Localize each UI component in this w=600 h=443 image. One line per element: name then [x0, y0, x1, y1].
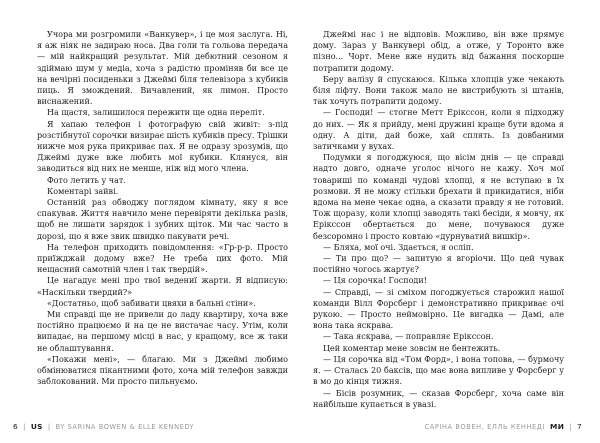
paragraph: На щастя, залишилося пережити ще одна переліт.	[47, 108, 265, 118]
paragraph: — Така яскрава, — поправляє Ерікссон.	[323, 332, 494, 342]
book-short-title: US	[30, 422, 43, 431]
paragraph: «Покажи мені», — благаю. Ми з Джеймі любимо обмінюватися пікантними фото, хоча мій телефон завжди заблокований. Ми просто пильнуємо.	[37, 354, 288, 387]
paragraph: Цей коментар мене зовсім не бентежить.	[323, 343, 501, 353]
paragraph: На телефон приходить повідомлення: «Гр-р-р. Просто приїжджай додому вже? Не треба цих фото. Мій нещасний самотній член і так твердій».	[37, 242, 288, 275]
paragraph: Беру валізу й спускаюся. Кілька хлопців уже чекають біля ліфту. Вони також мало не вистрибують зі штанів, так хочуть потрапити додому.	[313, 74, 564, 107]
left-page-footer	[13, 422, 194, 431]
page-number: 7	[576, 422, 582, 431]
book-short-title: МИ	[550, 422, 565, 431]
paragraph: — Ти про що? — запитую я вгоріочи. Що цей чувак постійно чогось жартує?	[313, 254, 564, 275]
paragraph: Подумки я погоджуюся, що вісім днів — це справді надто довго, одначе уголос нічого не кажу. Хоч мої товариші по команді чудові хлопці, я не вступаю в їх розмови. Я не можу стільки брехати й прикидатися, ніби вдома на мене чекає одна, а сказати правду я не готовий. Тож щоразу, коли хлопці заводять такі бесіди, я мовчу, як Ерікссон обертається до мене, почуваюся дуже безсоромно і просто ковтаю «дурнуватий вишкір».	[313, 153, 564, 241]
paragraph: Це нагадує мені про твої ведениї жарти. Я відписую: «Наскільки твердий?»	[37, 276, 288, 297]
paragraph: — Господи! — стогне Метт Ерікссон, коли я підходжу до них. — Як я прийду, мені дружині краще бути вдома я одну. А діти, дай боже, хай сплять. Із довбаними затичками у вухах.	[313, 108, 564, 152]
paragraph: Я хапаю телефон і фотографую свій живіт: з-під розстібнутої сорочки визирає шість кубиків пресу. Трішки нижче моя рука прикриває пах. Я не одразу зрозумів, що Джеймі дуже вже любить мої кубики. Клянуся, він заводиться від них не менше, ніж від мого члена.	[37, 119, 288, 174]
paragraph: Останній раз обводжу поглядом кімнату, яку я все спакував. Життя навчило мене перевіряти декілька разів, щоб не лишати зарядок і зубних щіток. Ми час часто в дорозі, що я вже звик швидко пакувати речі.	[37, 198, 288, 241]
right-page-footer	[425, 422, 582, 431]
paragraph: Коментарі зайві.	[47, 186, 119, 196]
footer-separator: |	[569, 422, 572, 431]
paragraph: Учора ми розгромили «Ванкувер», і це моя заслуга. Ні, я аж ніяк не задираю носа. Два голи та гольова передача — мій найкращий результат. Мій дебютний сезоном я здіймаю шум у медіа, хоча з радістю проміняв би все це на вечірні посиденьки з Джеймі біля телевізора з кубиків пиць. Я змождений. Вичавлений, як лимон. Просто виснажений.	[37, 30, 288, 107]
paragraph: «Достатньо, щоб забивати цвяхи в бальні стіни».	[47, 298, 256, 308]
book-authors: BY SARINA BOWEN & ELLE KENNEDY	[55, 422, 195, 431]
left-page-text	[37, 29, 288, 388]
book-authors: САРІНА ВОВЕН, ЕЛЛЬ КЕННЕДІ	[424, 422, 546, 431]
paragraph: Фото летить у чат.	[47, 175, 126, 185]
paragraph: — Ця сорочка! Господи!	[323, 276, 427, 286]
paragraph: — Бісів розумник, — сказав Форсберг, хоча саме він найбільше купається в увазі.	[313, 388, 564, 409]
paragraph: — Бляха, мої очі. Здається, я осліп.	[323, 242, 474, 252]
right-page-text	[313, 29, 564, 410]
footer-separator: |	[47, 422, 51, 431]
paragraph: — Справді, — зі сміхом погоджується старожил нашої команди Вілл Форсберг і демонстративно прикриває очі рукою. — Просто неймовірно. Це вигадка — Дамі, але вона така яскрава.	[313, 287, 564, 331]
page-number: 6	[13, 422, 19, 431]
paragraph: Джеймі нас і не відповів. Можливо, він вже прямує дому. Зараз у Ванкувері обід, а отже, у Торонто вже пізно... Чорт. Мене вже нудить від бажання поскорше потрапити додому.	[313, 30, 564, 73]
footer-separator: |	[23, 422, 26, 431]
paragraph: — Ця сорочка від «Том Форд», і вона топова, — бурмочу я. — Сталась 20 баксів, що має вона випливе у Форсберг у в мо до кінця тижня.	[313, 354, 564, 387]
right-page	[300, 0, 600, 443]
paragraph: Ми справді ще не привели до ладу квартиру, хоча вже постійно працюємо й на це не вистачає часу. Утім, коли випадає, на першому місці в нас, у кращому, все ж таки не облаштування.	[37, 310, 288, 353]
